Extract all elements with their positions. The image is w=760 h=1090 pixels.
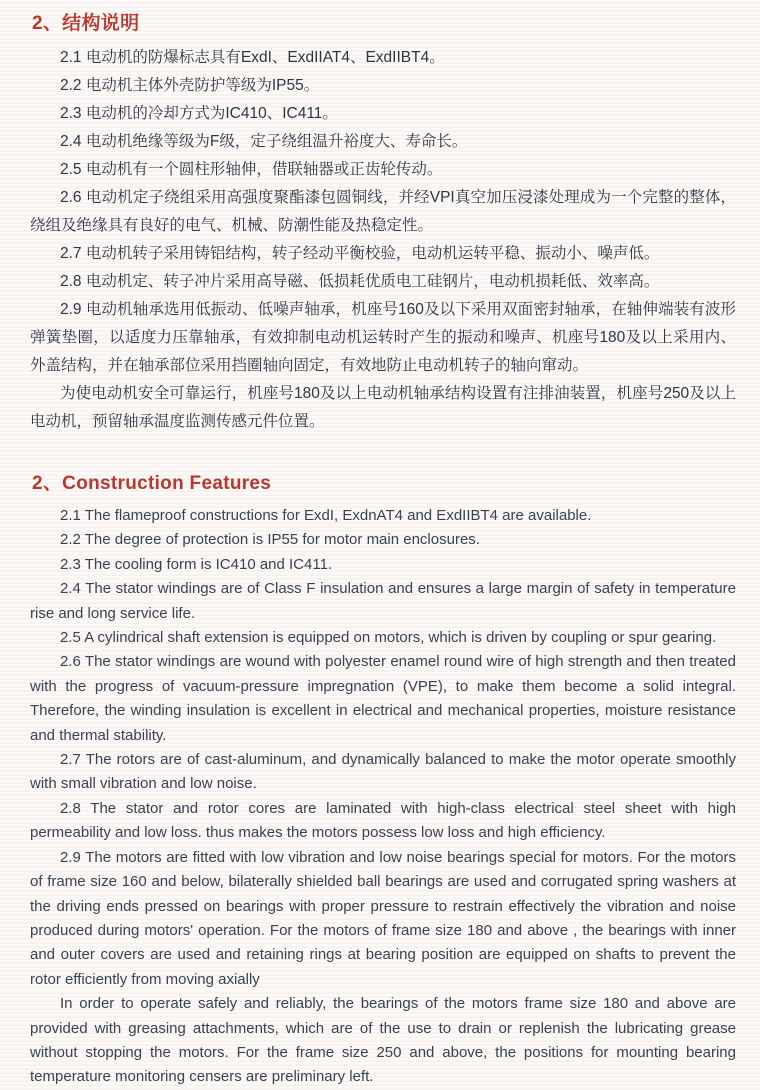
en-item-2-3: 2.3 The cooling form is IC410 and IC411. (60, 555, 333, 573)
english-section (30, 468, 736, 1090)
zh-closing-paragraph: 为使电动机安全可靠运行，机座号180及以上电动机轴承结构设置有注排油装置，机座号250及以上电动机，预留轴承温度监测传感元件位置。 (30, 385, 736, 430)
zh-item-2-4: 2.4 电动机绝缘等级为F级，定子绕组温升裕度大、寿命长。 (60, 133, 468, 150)
en-item-2-7: 2.7 The rotors are of cast-aluminum, and dynamically balanced to make the motor operate smoothly with small vibration and low noise. (30, 751, 736, 793)
zh-item-2-5: 2.5 电动机有一个圆柱形轴伸，借联轴器或正齿轮传动。 (60, 161, 443, 178)
en-item-2-4: 2.4 The stator windings are of Class F insulation and ensures a large margin of safety in temperature rise and long service life. (30, 580, 736, 622)
en-item-2-1: 2.1 The flameproof constructions for ExdI, ExdnAT4 and ExdIIBT4 are available. (60, 507, 592, 524)
zh-item-2-9: 2.9 电动机轴承选用低振动、低噪声轴承，机座号160及以下采用双面密封轴承，在轴伸端装有波形弹簧垫圈，以适度力压靠轴承，有效抑制电动机运转时产生的振动和噪声、机座号180及以上采用内、外盖结构，并在轴承部位采用挡圈轴向固定，有效地防止电动机转子的轴向窜动。 (30, 301, 736, 374)
en-item-2-8: 2.8 The stator and rotor cores are laminated with high-class electrical steel sheet with high permeability and low loss. thus makes the motors possess low loss and high efficiency. (30, 799, 736, 842)
en-closing-paragraph: In order to operate safely and reliably, the bearings of the motors frame size 180 and above are provided with greasing attachments, which are of the use to drain or replenish the lubricating grease without stopping the motors. For the frame size 250 and above, the positions for mounting bearing temperature monitoring censers are preliminary left. (30, 995, 736, 1086)
chinese-section-body (30, 44, 736, 436)
zh-item-2-7: 2.7 电动机转子采用铸铝结构，转子经动平衡校验，电动机运转平稳、振动小、噪声低。 (60, 245, 660, 262)
en-item-2-2: 2.2 The degree of protection is IP55 for motor main enclosures. (60, 531, 480, 549)
zh-item-2-3: 2.3 电动机的冷却方式为IC410、IC411。 (60, 105, 338, 122)
zh-item-2-8: 2.8 电动机定、转子冲片采用高导磁、低损耗优质电工硅钢片，电动机损耗低、效率高。 (60, 273, 660, 290)
en-item-2-9: 2.9 The motors are fitted with low vibration and low noise bearings special for motors. For the motors of frame size 160 and below, bilaterally shielded ball bearings are used and corrugated spring washers at the driving ends pressed on bearings with proper pressure to restrain effectively the vibration and noise produced during motors' operation. For the motors of frame size 180 and above , the bearings with inner and outer covers are used and retaining rings at bearing position are equipped on shafts to prevent the rotor efficiently from moving axially (30, 848, 736, 988)
english-section-title: 2、Construction Features (32, 473, 272, 494)
english-section-body (30, 504, 736, 1090)
en-item-2-6: 2.6 The stator windings are wound with polyester enamel round wire of high strength and then treated with the progress of vacuum-pressure impregnation (VPE), to make them become a solid integral. Therefore, the winding insulation is excellent in electrical and mechanical properties, moisture resistance and thermal stability. (30, 653, 736, 744)
chinese-section (30, 8, 736, 436)
zh-item-2-1: 2.1 电动机的防爆标志具有ExdI、ExdIIAT4、ExdIIBT4。 (60, 49, 445, 66)
chinese-section-title: 2、结构说明 (32, 13, 140, 34)
en-item-2-5: 2.5 A cylindrical shaft extension is equipped on motors, which is driven by coupling or spur gearing. (60, 629, 717, 647)
zh-item-2-2: 2.2 电动机主体外壳防护等级为IP55。 (60, 77, 320, 94)
zh-item-2-6: 2.6 电动机定子绕组采用高强度聚酯漆包圆铜线，并经VPI真空加压浸漆处理成为一个完整的整体，绕组及绝缘具有良好的电气、机械、防潮性能及热稳定性。 (30, 189, 736, 234)
